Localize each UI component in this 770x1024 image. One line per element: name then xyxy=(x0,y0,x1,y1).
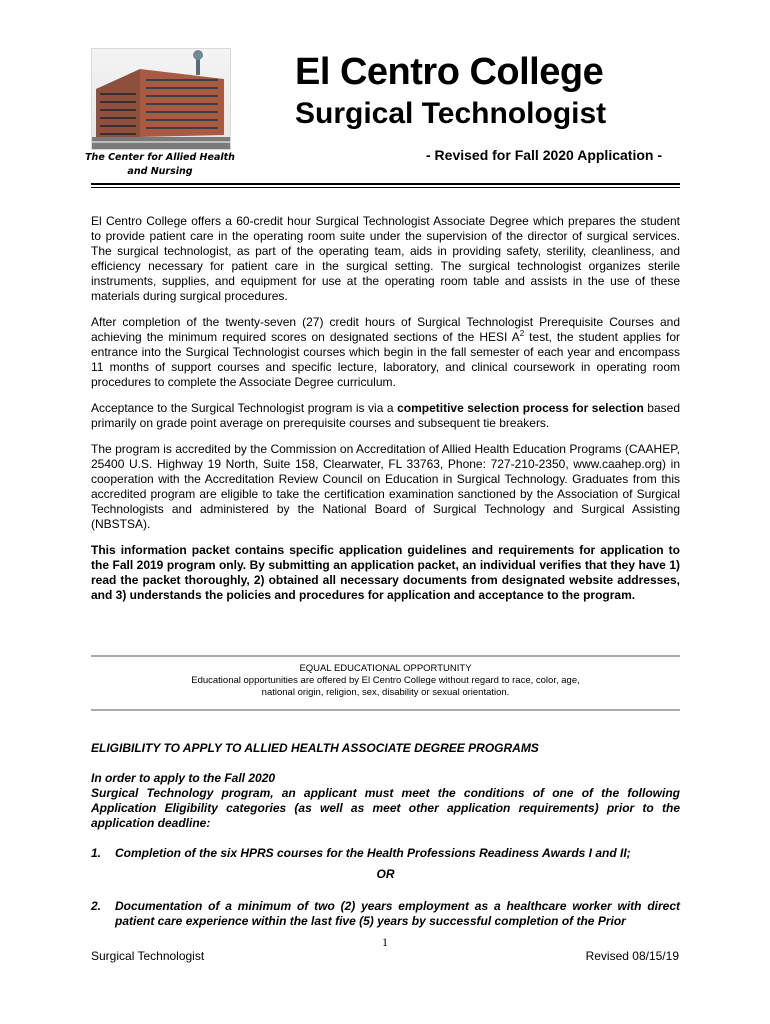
p2-text-before: After completion of the twenty-seven (27) credit hours of Surgical Technologist Prerequisite Courses and achieving the minimum required scores on designated sections of the HESI A xyxy=(91,315,680,344)
college-title: El Centro College xyxy=(295,51,604,93)
eligibility-item-1 xyxy=(91,846,680,861)
or-separator: OR xyxy=(376,867,395,881)
intro-paragraph-1: El Centro College offers a 60-credit hour Surgical Technologist Associate Degree which prepares the student to provide patient care in the operating room suite under the supervision of the director of surgical services. The surgical technologist, as part of the operating team, aids in providing safety, sterility, cleanliness, and efficiency necessary for patient care in the surgical setting. The surgical technologist organizes sterile instruments, supplies, and equipment for use at the operating room table and assists in the use of these materials during surgical procedures. xyxy=(91,214,680,303)
intro-paragraph-3 xyxy=(91,401,680,431)
header-divider-top xyxy=(91,183,680,185)
program-title: Surgical Technologist xyxy=(295,97,607,130)
eligibility-intro xyxy=(91,771,680,831)
p3-bold-text: competitive selection process for selection xyxy=(397,401,644,415)
eligibility-intro-line2: Surgical Technology program, an applicant must meet the conditions of one of the following Application Eligibility categories (as well as meet other application requirements) prior to the application deadline: xyxy=(91,786,680,830)
page-number: 1 xyxy=(382,935,388,949)
list-number: 1. xyxy=(91,846,102,860)
list-text: Completion of the six HPRS courses for the Health Professions Readiness Awards I and II; xyxy=(115,846,631,860)
packet-notice-bold: This information packet contains specific application guidelines and requirements for application to the Fall 2019 program only. By submitting an application packet, an individual verifies that they have 1) read the packet thoroughly, 2) obtained all necessary documents from designated website addresses, and 3) understands the policies and procedures for application and acceptance to the program. xyxy=(91,543,680,602)
footer-revision-date: Revised 08/15/19 xyxy=(585,949,679,963)
superscript-2: 2 xyxy=(519,329,525,338)
list-number: 2. xyxy=(91,899,102,913)
equal-opportunity-notice xyxy=(91,655,680,711)
p3-text-after: based primarily on grade point average on prerequisite courses and subsequent tie breakers. xyxy=(91,401,680,430)
eligibility-intro-line1: In order to apply to the Fall 2020 xyxy=(91,771,276,785)
college-building-logo xyxy=(91,48,231,150)
eeo-title: EQUAL EDUCATIONAL OPPORTUNITY xyxy=(299,663,472,674)
intro-paragraph-2 xyxy=(91,315,680,390)
eeo-line-1: Educational opportunities are offered by El Centro College without regard to race, color, age, xyxy=(191,675,580,686)
list-text: Documentation of a minimum of two (2) years employment as a healthcare worker with direct patient care experience within the last five (5) years by successful completion of the Prior xyxy=(115,899,680,928)
revised-banner: - Revised for Fall 2020 Application - xyxy=(426,147,662,163)
eligibility-section xyxy=(91,741,680,929)
p3-text-before: Acceptance to the Surgical Technologist program is via a xyxy=(91,401,398,415)
logo-caption-line2: and Nursing xyxy=(127,166,193,177)
intro-section xyxy=(91,214,680,614)
eeo-line-2: national origin, religion, sex, disability or sexual orientation. xyxy=(261,687,510,698)
eligibility-item-2 xyxy=(91,899,680,929)
p2-text-after: test, the student applies for entrance into the Surgical Technologist courses which begin in the fall semester of each year and encompass 11 months of support courses and specific lecture, laboratory, and clinical coursework in operating room procedures to complete the Associate Degree curriculum. xyxy=(91,330,680,389)
logo-caption-line1: The Center for Allied Health xyxy=(85,152,235,163)
header-divider-bottom xyxy=(91,187,680,188)
logo-caption xyxy=(80,151,240,179)
eligibility-heading: ELIGIBILITY TO APPLY TO ALLIED HEALTH ASSOCIATE DEGREE PROGRAMS xyxy=(91,741,539,755)
accreditation-paragraph: The program is accredited by the Commission on Accreditation of Allied Health Education Programs (CAAHEP, 25400 U.S. Highway 19 North, Suite 158, Clearwater, FL 33763, Phone: 727-210-2350, www.caahep.org) in cooperation with the Accreditation Review Council on Education in Surgical Technology. Graduates from this accredited program are eligible to take the certification examination sanctioned by the Association of Surgical Technologists and administered by the National Board of Surgical Technology and Surgical Assisting (NBSTSA). xyxy=(91,442,680,531)
footer-program-name: Surgical Technologist xyxy=(91,949,205,963)
building-icon xyxy=(92,49,230,149)
packet-notice-paragraph xyxy=(91,543,680,603)
